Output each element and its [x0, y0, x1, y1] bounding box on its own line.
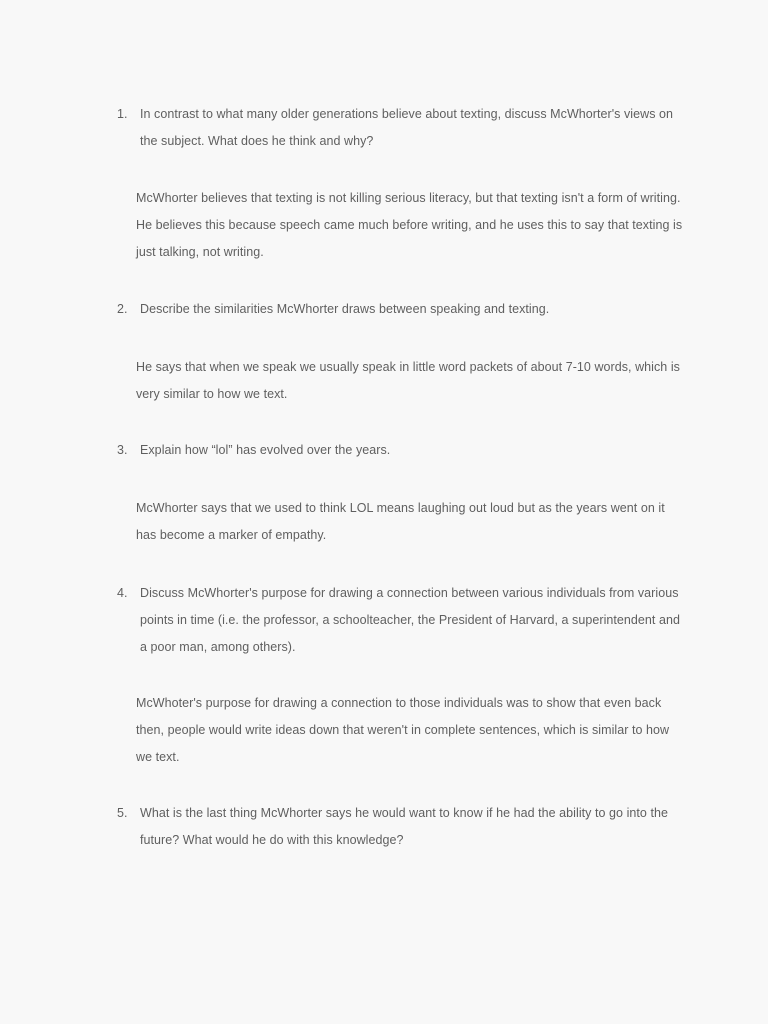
- answer-3: McWhorter says that we used to think LOL means laughing out loud but as the years went on it has become a marker of empathy.: [136, 501, 665, 542]
- question-text: In contrast to what many older generations believe about texting, discuss McWhorter's views on the subject. What does he think and why?: [140, 107, 674, 148]
- question-2: [117, 296, 687, 323]
- question-text: Discuss McWhorter's purpose for drawing a connection between various individuals from various points in time (i.e. the professor, a schoolteacher, the President of Harvard, a superintendent and a poor man, among others).: [140, 586, 680, 654]
- question-1: [117, 101, 687, 155]
- question-text: Explain how “lol” has evolved over the years.: [140, 443, 391, 457]
- answer-1: McWhorter believes that texting is not killing serious literacy, but that texting isn't a form of writing. He believes this because speech came much before writing, and he uses this to say that texting is just talking, not writing.: [136, 191, 683, 259]
- question-4: [117, 580, 687, 660]
- question-number: 2.: [117, 302, 128, 316]
- question-5: [117, 800, 687, 854]
- answer-4: McWhoter's purpose for drawing a connection to those individuals was to show that even back then, people would write ideas down that weren't in complete sentences, which is similar to how we text.: [136, 696, 670, 764]
- question-3: [117, 437, 687, 464]
- question-number: 4.: [117, 586, 128, 600]
- question-number: 5.: [117, 806, 128, 820]
- question-number: 1.: [117, 107, 128, 121]
- question-number: 3.: [117, 443, 128, 457]
- answer-2: He says that when we speak we usually speak in little word packets of about 7-10 words, which is very similar to how we text.: [136, 360, 680, 401]
- question-text: Describe the similarities McWhorter draws between speaking and texting.: [140, 302, 550, 316]
- question-text: What is the last thing McWhorter says he would want to know if he had the ability to go into the future? What would he do with this knowledge?: [140, 806, 668, 847]
